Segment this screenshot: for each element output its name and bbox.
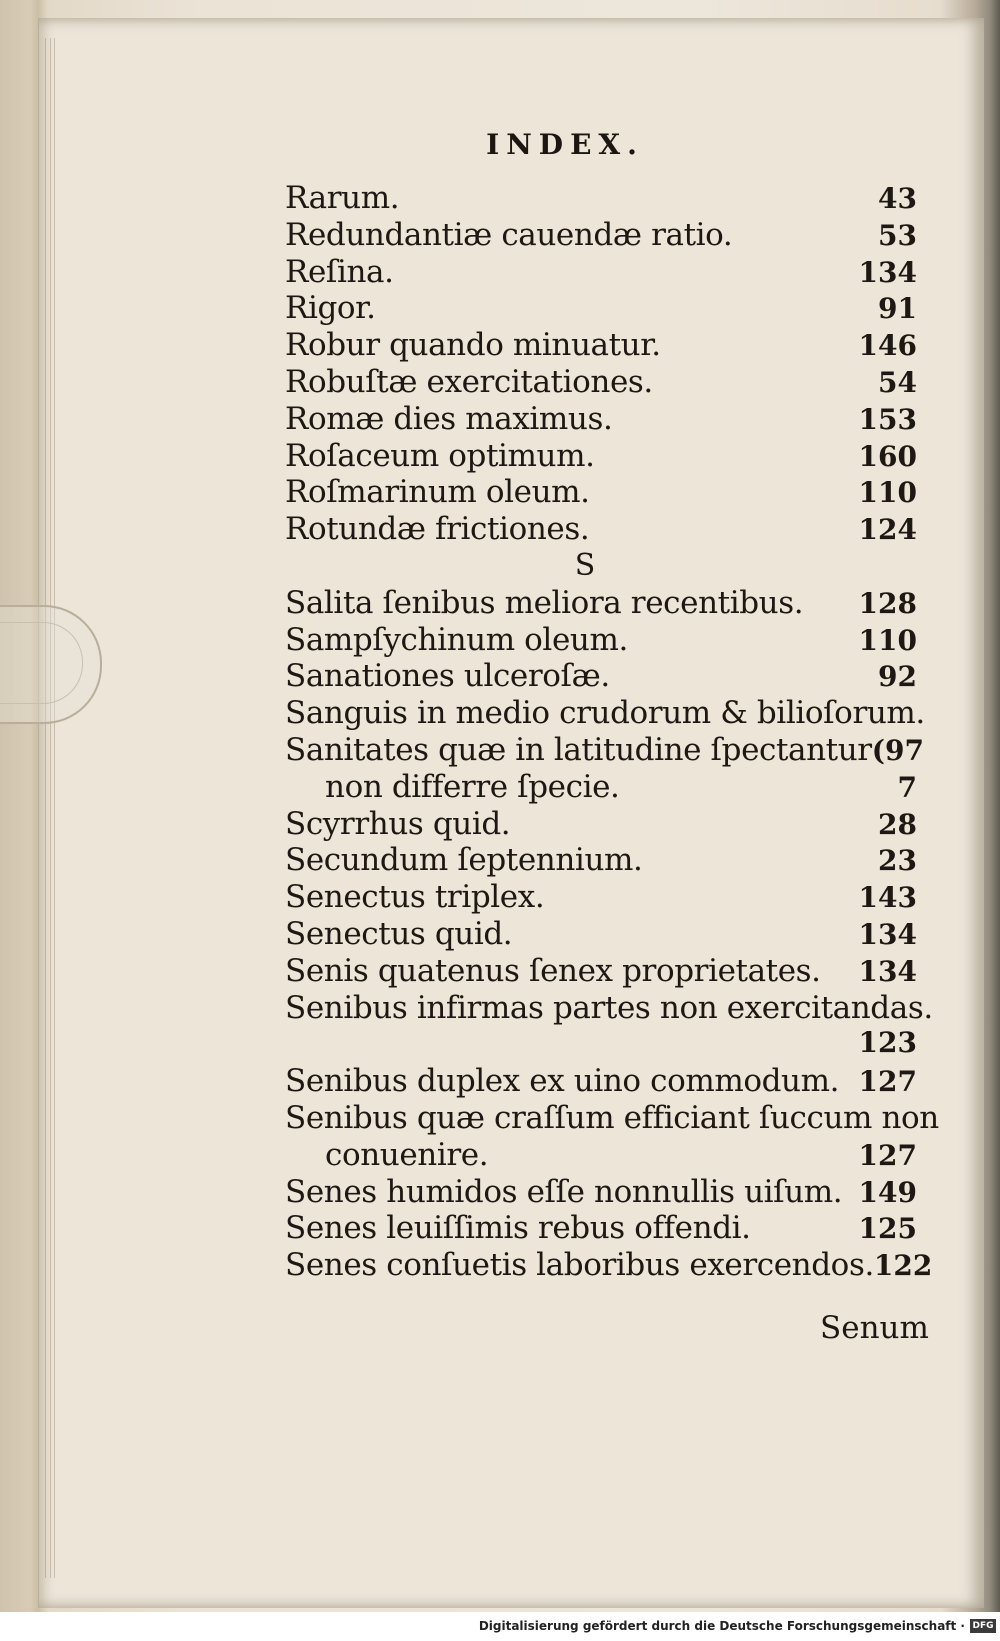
- index-entry: [285, 290, 925, 327]
- index-entry: [285, 327, 925, 364]
- index-entry: [285, 842, 925, 879]
- index-entry: [285, 1247, 933, 1284]
- entry-page: 110: [858, 476, 917, 510]
- index-entry: [285, 989, 933, 1027]
- entry-term: Robur quando minuatur.: [285, 327, 661, 364]
- entry-term: Romæ dies maximus.: [285, 400, 613, 437]
- book-clasp-inner: [0, 622, 83, 704]
- entry-term: Senis quatenus ſenex proprietates.: [285, 952, 821, 989]
- entry-page: 143: [858, 881, 917, 915]
- entry-term: Sanationes ulceroſæ.: [285, 658, 610, 695]
- entry-term: Robuſtæ exercitationes.: [285, 363, 653, 400]
- index-entry: [285, 401, 925, 438]
- entry-page: 149: [858, 1175, 917, 1209]
- entry-term: Salita ſenibus meliora recentibus.: [285, 584, 804, 621]
- entry-page: 92: [878, 660, 917, 694]
- entry-page: 124: [858, 513, 917, 547]
- entry-term: non differre ſpecie.: [325, 768, 620, 805]
- index-entry: [285, 916, 925, 953]
- index-entry: [285, 1174, 925, 1211]
- entry-page: 146: [858, 329, 917, 363]
- entry-term: Senes leuiſſimis rebus offendi.: [285, 1210, 751, 1247]
- entry-page: 53: [878, 218, 917, 252]
- entry-page: 122: [873, 1249, 933, 1283]
- entry-term: Senibus infirmas partes non exercitandas.: [285, 989, 933, 1026]
- entry-term: Senibus duplex ex uino commodum.: [285, 1063, 840, 1100]
- index-entry: [285, 180, 925, 217]
- entry-page: 28: [878, 807, 917, 841]
- entry-page: 134: [858, 917, 917, 951]
- entry-page: 7: [897, 770, 917, 804]
- entry-term: Roſaceum optimum.: [285, 437, 595, 474]
- entry-term: Senectus quid.: [285, 915, 513, 952]
- entry-page: 160: [858, 439, 917, 473]
- index-entry: [285, 1099, 939, 1137]
- entry-term: Sanguis in medio crudorum & bilioſorum.: [285, 695, 925, 732]
- entry-page: 128: [858, 586, 917, 620]
- section-letter: [285, 548, 925, 585]
- entry-page: 134: [858, 954, 917, 988]
- catchword: Senum: [820, 1310, 929, 1346]
- index-entry: [285, 695, 925, 732]
- entry-term: Redundantiæ cauendæ ratio.: [285, 216, 733, 253]
- entry-page: 127: [858, 1138, 917, 1172]
- index-list: [285, 180, 939, 1284]
- section-letter-text: S: [574, 547, 596, 583]
- dfg-logo: DFG: [970, 1619, 996, 1633]
- entry-page: 43: [878, 182, 917, 215]
- index-entry: [285, 879, 925, 916]
- index-entry: [285, 364, 925, 401]
- digitization-footer: [0, 1612, 1000, 1641]
- index-entry-continuation: [285, 769, 925, 806]
- entry-term: Rigor.: [285, 290, 376, 327]
- entry-term: Scyrrhus quid.: [285, 805, 511, 842]
- entry-page: 54: [878, 365, 917, 399]
- entry-term: Senibus quæ craſſum efficiant ſuccum non: [285, 1099, 939, 1136]
- entry-page: 153: [858, 402, 917, 436]
- index-entry: [285, 254, 925, 291]
- index-entry: [285, 622, 925, 659]
- page-title: INDEX.: [486, 128, 644, 161]
- index-entry: [285, 585, 925, 622]
- index-entry: [285, 217, 925, 254]
- index-entry: [285, 953, 925, 990]
- index-entry: [285, 806, 925, 843]
- entry-term: Senes humidos eſſe nonnullis uiſum.: [285, 1173, 843, 1210]
- entry-term: Sanitates quæ in latitudine ſpectantur: [285, 731, 872, 768]
- entry-page: (97: [871, 733, 924, 767]
- entry-term: conuenire.: [325, 1136, 489, 1173]
- entry-page: 23: [878, 844, 917, 878]
- footer-credit: Digitalisierung gefördert durch die Deutsche Forschungsgemeinschaft ·: [478, 1619, 965, 1633]
- index-entry-page-only: [285, 1026, 925, 1063]
- entry-term: Rarum.: [285, 180, 400, 216]
- entry-term: Rotundæ frictiones.: [285, 511, 590, 548]
- entry-term: Reſina.: [285, 253, 394, 290]
- index-entry-continuation: [285, 1137, 925, 1174]
- index-entry: [285, 1063, 925, 1100]
- index-entry: [285, 511, 925, 548]
- index-entry: [285, 474, 925, 511]
- entry-page: 134: [858, 255, 917, 289]
- index-entry: [285, 658, 925, 695]
- entry-term: Secundum ſeptennium.: [285, 842, 643, 879]
- entry-page: 125: [858, 1212, 917, 1246]
- entry-page: 110: [858, 623, 917, 657]
- index-entry: [285, 732, 925, 769]
- index-entry: [285, 438, 925, 475]
- entry-term: Roſmarinum oleum.: [285, 474, 590, 511]
- entry-page: 123: [858, 1026, 917, 1060]
- index-entry: [285, 1210, 925, 1247]
- entry-term: Senectus triplex.: [285, 879, 545, 916]
- entry-term: Sampſychinum oleum.: [285, 621, 628, 658]
- entry-page: 91: [878, 292, 917, 326]
- entry-term: Senes conſuetis laboribus exercendos.: [285, 1247, 874, 1284]
- entry-page: 127: [858, 1065, 917, 1099]
